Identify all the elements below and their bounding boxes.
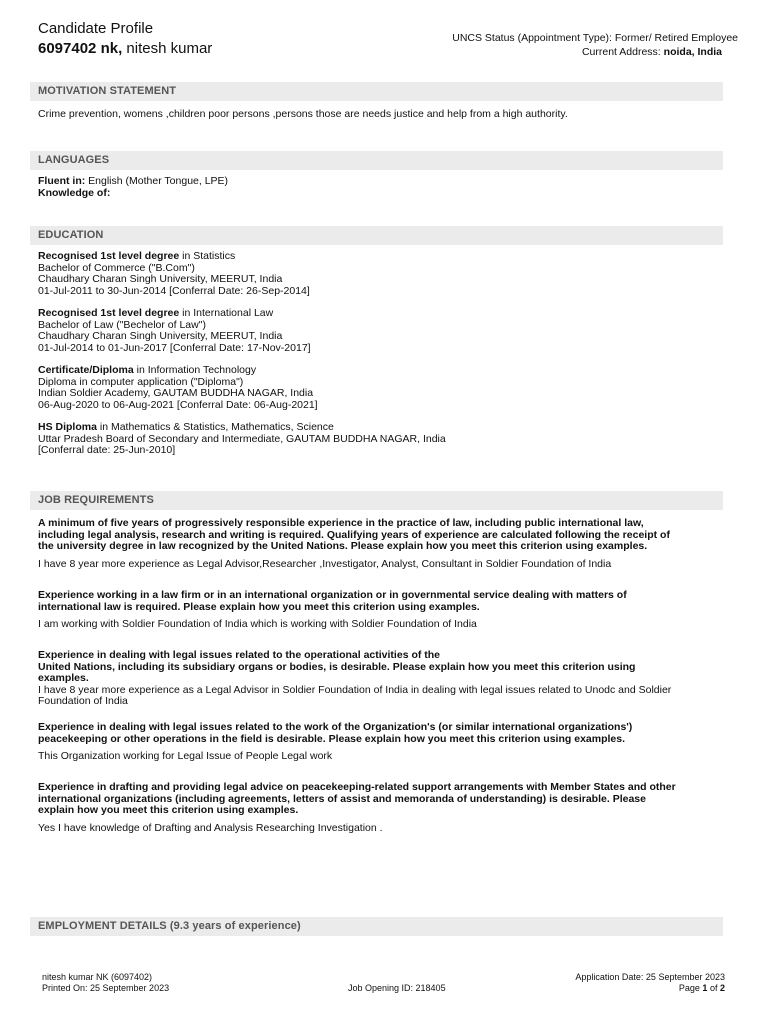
- education-dates: [Conferral date: 25-Jun-2010]: [38, 444, 176, 456]
- candidate-name: nitesh kumar: [126, 40, 213, 57]
- page-total: 2: [719, 983, 725, 993]
- answer-line: This Organization working for Legal Issue of People Legal work: [38, 750, 333, 762]
- answer-line: I am working with Soldier Foundation of India which is working with Soldier Foundation of India: [38, 618, 477, 630]
- question-line: Experience in drafting and providing legal advice on peacekeeping-related support arrangements with Member States and other: [38, 781, 676, 793]
- requirement-answer: [38, 751, 724, 763]
- requirement-answer: [38, 685, 724, 708]
- page-title: Candidate Profile: [38, 20, 154, 37]
- footer-printed-on: Printed On: 25 September 2023: [42, 983, 170, 993]
- requirement-item: [38, 722, 724, 763]
- requirement-item: [38, 590, 724, 631]
- answer-line: I have 8 year more experience as Legal Advisor,Researcher ,Investigator, Analyst, Consultant in Soldier Foundation of India: [38, 557, 612, 570]
- footer-left: [42, 972, 169, 994]
- requirement-answer: [38, 823, 724, 835]
- requirement-item: [38, 518, 724, 570]
- knowledge-line: [38, 188, 724, 200]
- education-heading: EDUCATION: [30, 226, 723, 245]
- fluent-value: English (Mother Tongue, LPE): [88, 175, 229, 187]
- languages-block: [38, 176, 724, 199]
- question-line: Experience in dealing with legal issues related to the operational activities of the: [38, 649, 441, 661]
- address-line: [452, 45, 722, 59]
- question-line: explain how you meet this criterion using examples.: [38, 804, 299, 816]
- status-line: [452, 31, 738, 45]
- job-requirements-heading: JOB REQUIREMENTS: [30, 491, 723, 510]
- status-value: Former/ Retired Employee: [614, 32, 738, 44]
- education-institution: Chaudhary Charan Singh University, MEERUT, India: [38, 273, 283, 285]
- education-level: HS Diploma: [38, 421, 97, 433]
- candidate-id: 6097402 nk,: [38, 40, 123, 57]
- education-field: in Mathematics & Statistics, Mathematics, Science: [99, 421, 334, 433]
- motivation-text: Crime prevention, womens ,children poor persons ,persons those are needs justice and help from a high authority.: [38, 108, 568, 120]
- education-level: Recognised 1st level degree: [38, 307, 180, 319]
- candidate-heading: [38, 39, 212, 59]
- address-value: noida, India: [663, 46, 722, 58]
- education-item: [38, 365, 724, 411]
- answer-line: I have 8 year more experience as a Legal Advisor in Soldier Foundation of India in dealing with legal issues related to Unodc and Soldier: [38, 683, 672, 696]
- education-item: [38, 251, 724, 297]
- status-label: UNCS Status (Appointment Type):: [452, 32, 612, 44]
- address-label: Current Address:: [581, 46, 661, 58]
- requirement-question: [38, 590, 724, 613]
- question-line: examples.: [38, 672, 89, 684]
- page-of: of: [709, 983, 718, 993]
- education-field: in Information Technology: [136, 364, 257, 376]
- question-line: including legal analysis, research and writing is required. Qualifying years of experience are calculated following the receipt of: [38, 528, 670, 541]
- question-line: international organizations (including agreements, letters of assist and memoranda of understanding) is desirable. Please: [38, 792, 646, 805]
- question-line: Experience in dealing with legal issues related to the work of the Organization's (or similar international organizations'): [38, 721, 633, 733]
- education-institution: Indian Soldier Academy, GAUTAM BUDDHA NAGAR, India: [38, 387, 314, 399]
- answer-line: Foundation of India: [38, 695, 128, 707]
- question-line: United Nations, including its subsidiary organs or bodies, is desirable. Please explain how you meet this criterion using: [38, 660, 636, 673]
- requirement-question: [38, 782, 724, 817]
- education-degree: Bachelor of Law ("Bechelor of Law"): [38, 318, 206, 331]
- fluent-line: [38, 176, 724, 188]
- education-item: [38, 308, 724, 354]
- education-item: [38, 422, 724, 457]
- question-line: international law is required. Please explain how you meet this criterion using examples.: [38, 600, 480, 613]
- requirement-answer: [38, 559, 724, 571]
- header-left: [38, 19, 212, 59]
- footer-right: [575, 972, 725, 994]
- page-prefix: Page: [678, 983, 700, 993]
- page-current: 1: [702, 983, 708, 993]
- languages-heading: LANGUAGES: [30, 151, 723, 170]
- requirement-question: [38, 650, 724, 685]
- employment-experience: (9.3 years of experience): [169, 920, 301, 932]
- question-line: A minimum of five years of progressively responsible experience in the practice of law, including public international law,: [38, 517, 644, 529]
- footer-name: nitesh kumar NK (6097402): [42, 972, 153, 982]
- education-dates: 01-Jul-2011 to 30-Jun-2014 [Conferral Date: 26-Sep-2014]: [38, 284, 310, 297]
- question-line: Experience working in a law firm or in an international organization or in governmental service dealing with matters of: [38, 589, 627, 601]
- education-field: in Statistics: [182, 250, 236, 262]
- education-field: in International Law: [182, 307, 274, 319]
- requirement-item: [38, 782, 724, 834]
- education-level: Certificate/Diploma: [38, 364, 134, 376]
- requirement-item: [38, 650, 724, 708]
- education-institution: Uttar Pradesh Board of Secondary and Intermediate, GAUTAM BUDDHA NAGAR, India: [38, 432, 446, 445]
- education-degree: Diploma in computer application ("Diploma"): [38, 375, 244, 388]
- education-level: Recognised 1st level degree: [38, 250, 180, 262]
- education-degree: Bachelor of Commerce ("B.Com"): [38, 261, 195, 274]
- requirement-question: [38, 722, 724, 745]
- footer-job-opening: Job Opening ID: 218405: [348, 983, 446, 993]
- education-dates: 06-Aug-2020 to 06-Aug-2021 [Conferral Date: 06-Aug-2021]: [38, 398, 318, 411]
- knowledge-label: Knowledge of:: [38, 186, 111, 199]
- education-dates: 01-Jul-2014 to 01-Jun-2017 [Conferral Date: 17-Nov-2017]: [38, 341, 311, 354]
- fluent-label: Fluent in:: [38, 175, 86, 187]
- education-institution: Chaudhary Charan Singh University, MEERUT, India: [38, 330, 283, 342]
- requirement-question: [38, 518, 724, 553]
- footer-application-date: Application Date: 25 September 2023: [575, 972, 725, 982]
- requirement-answer: [38, 619, 724, 631]
- question-line: the university degree in law recognized by the United Nations. Please explain how you meet this criterion using examples.: [38, 540, 648, 552]
- page-number: [575, 983, 725, 994]
- answer-line: Yes I have knowledge of Drafting and Analysis Researching Investigation .: [38, 821, 383, 834]
- employment-heading: [30, 917, 723, 936]
- employment-title: EMPLOYMENT DETAILS: [38, 920, 167, 932]
- header-right: [452, 31, 738, 59]
- motivation-heading: MOTIVATION STATEMENT: [30, 82, 723, 101]
- question-line: peacekeeping or other operations in the field is desirable. Please explain how you meet this criterion using examples.: [38, 732, 626, 745]
